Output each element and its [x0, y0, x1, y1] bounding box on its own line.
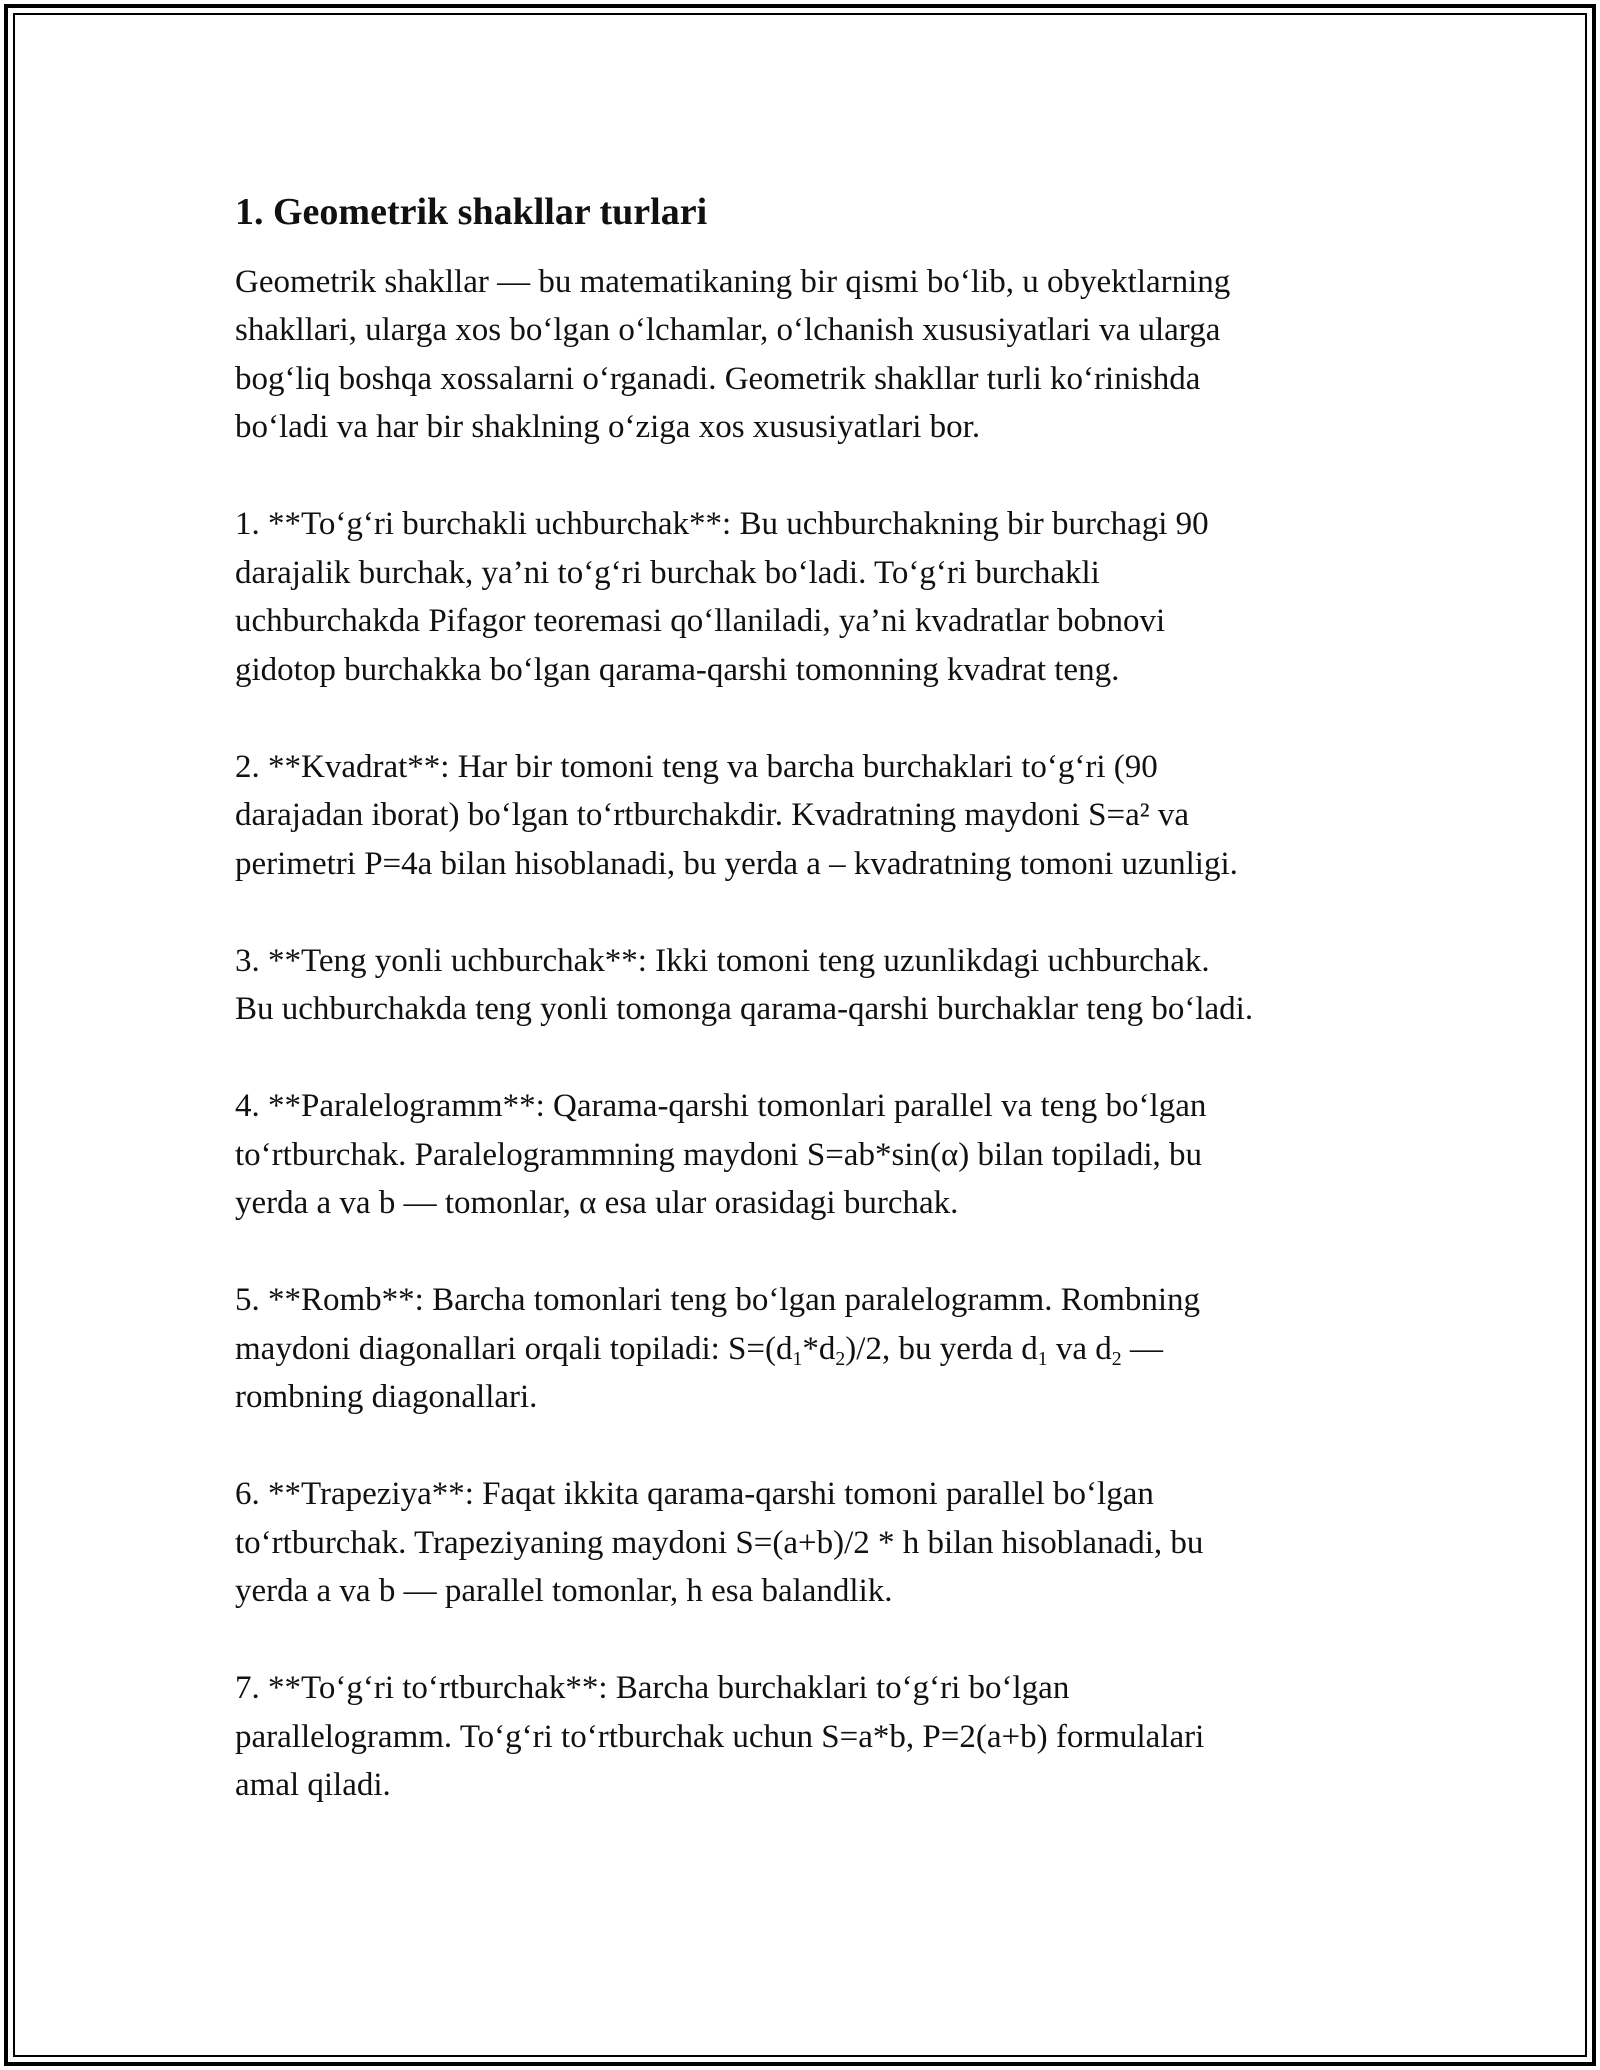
list-item-square: 2. **Kvadrat**: Har bir tomoni teng va barcha burchaklari to‘g‘ri (90 darajadan iborat) bo‘lgan to‘rtburchakdir. Kvadratning maydoni S=a² va perimetri P=4a bilan hisoblanadi, bu yerda a – kvadratning tomoni uzunligi.: [235, 748, 1238, 882]
list-item-right-triangle: 1. **To‘g‘ri burchakli uchburchak**: Bu uchburchakning bir burchagi 90 darajalik burchak, ya’ni to‘g‘ri burchak bo‘ladi. To‘g‘ri burchakli uchburchakda Pifagor teoremasi qo‘llaniladi, ya’ni kvadratlar bobnovi gidotop burchakka bo‘lgan qarama-qarshi tomonning kvadrat teng.: [235, 506, 1209, 688]
rhombus-formula-text-b: *d: [802, 1330, 836, 1367]
list-item-parallelogram: 4. **Paralelogramm**: Qarama-qarshi tomonlari parallel va teng bo‘lgan to‘rtburchak. Paralelogrammning maydoni S=ab*sin(α) bilan topiladi, bu yerda a va b — tomonlar, α esa ular orasidagi burchak.: [235, 1088, 1207, 1222]
rhombus-line-1: 5. **Romb**: Barcha tomonlari teng bo‘lgan paralelogramm. Rombning: [235, 1282, 1201, 1319]
list-item-isosceles-triangle: 3. **Teng yonli uchburchak**: Ikki tomoni teng uzunlikdagi uchburchak. Bu uchburchakda teng yonli tomonga qarama-qarshi burchaklar teng bo‘ladi.: [235, 942, 1254, 1028]
subscript-2: 2: [835, 1347, 846, 1370]
rhombus-formula-text-e: —: [1121, 1330, 1163, 1367]
section-heading: 1. Geometrik shakllar turlari: [235, 191, 708, 233]
document-body: [235, 178, 1395, 1858]
rhombus-line-3: rombning diagonallari.: [235, 1379, 538, 1416]
intro-paragraph: Geometrik shakllar — bu matematikaning bir qismi bo‘lib, u obyektlarning shakllari, ularga xos bo‘lgan o‘lchamlar, o‘lchanish xususiyatlari va ularga bog‘liq boshqa xossalarni o‘rganadi. Geometrik shakllar turli ko‘rinishda bo‘ladi va har bir shaklning o‘ziga xos xususiyatlari bor.: [235, 263, 1231, 446]
rhombus-formula-text-a: maydoni diagonallari orqali topiladi: S=(d: [235, 1330, 793, 1367]
rhombus-formula-text-d: va d: [1047, 1330, 1112, 1367]
list-item-trapezoid: 6. **Trapeziya**: Faqat ikkita qarama-qarshi tomoni parallel bo‘lgan to‘rtburchak. Trapeziyaning maydoni S=(a+b)/2 * h bilan hisoblanadi, bu yerda a va b — parallel tomonlar, h esa balandlik.: [235, 1476, 1204, 1610]
list-item-rhombus: [235, 1276, 1395, 1422]
subscript-1: 1: [792, 1347, 803, 1370]
subscript-4: 2: [1111, 1347, 1122, 1370]
subscript-3: 1: [1037, 1347, 1048, 1370]
list-item-rectangle: 7. **To‘g‘ri to‘rtburchak**: Barcha burchaklari to‘g‘ri bo‘lgan parallelogramm. To‘g‘ri to‘rtburchak uchun S=a*b, P=2(a+b) formulalari amal qiladi.: [235, 1670, 1205, 1804]
rhombus-formula-text-c: )/2, bu yerda d: [845, 1330, 1038, 1367]
